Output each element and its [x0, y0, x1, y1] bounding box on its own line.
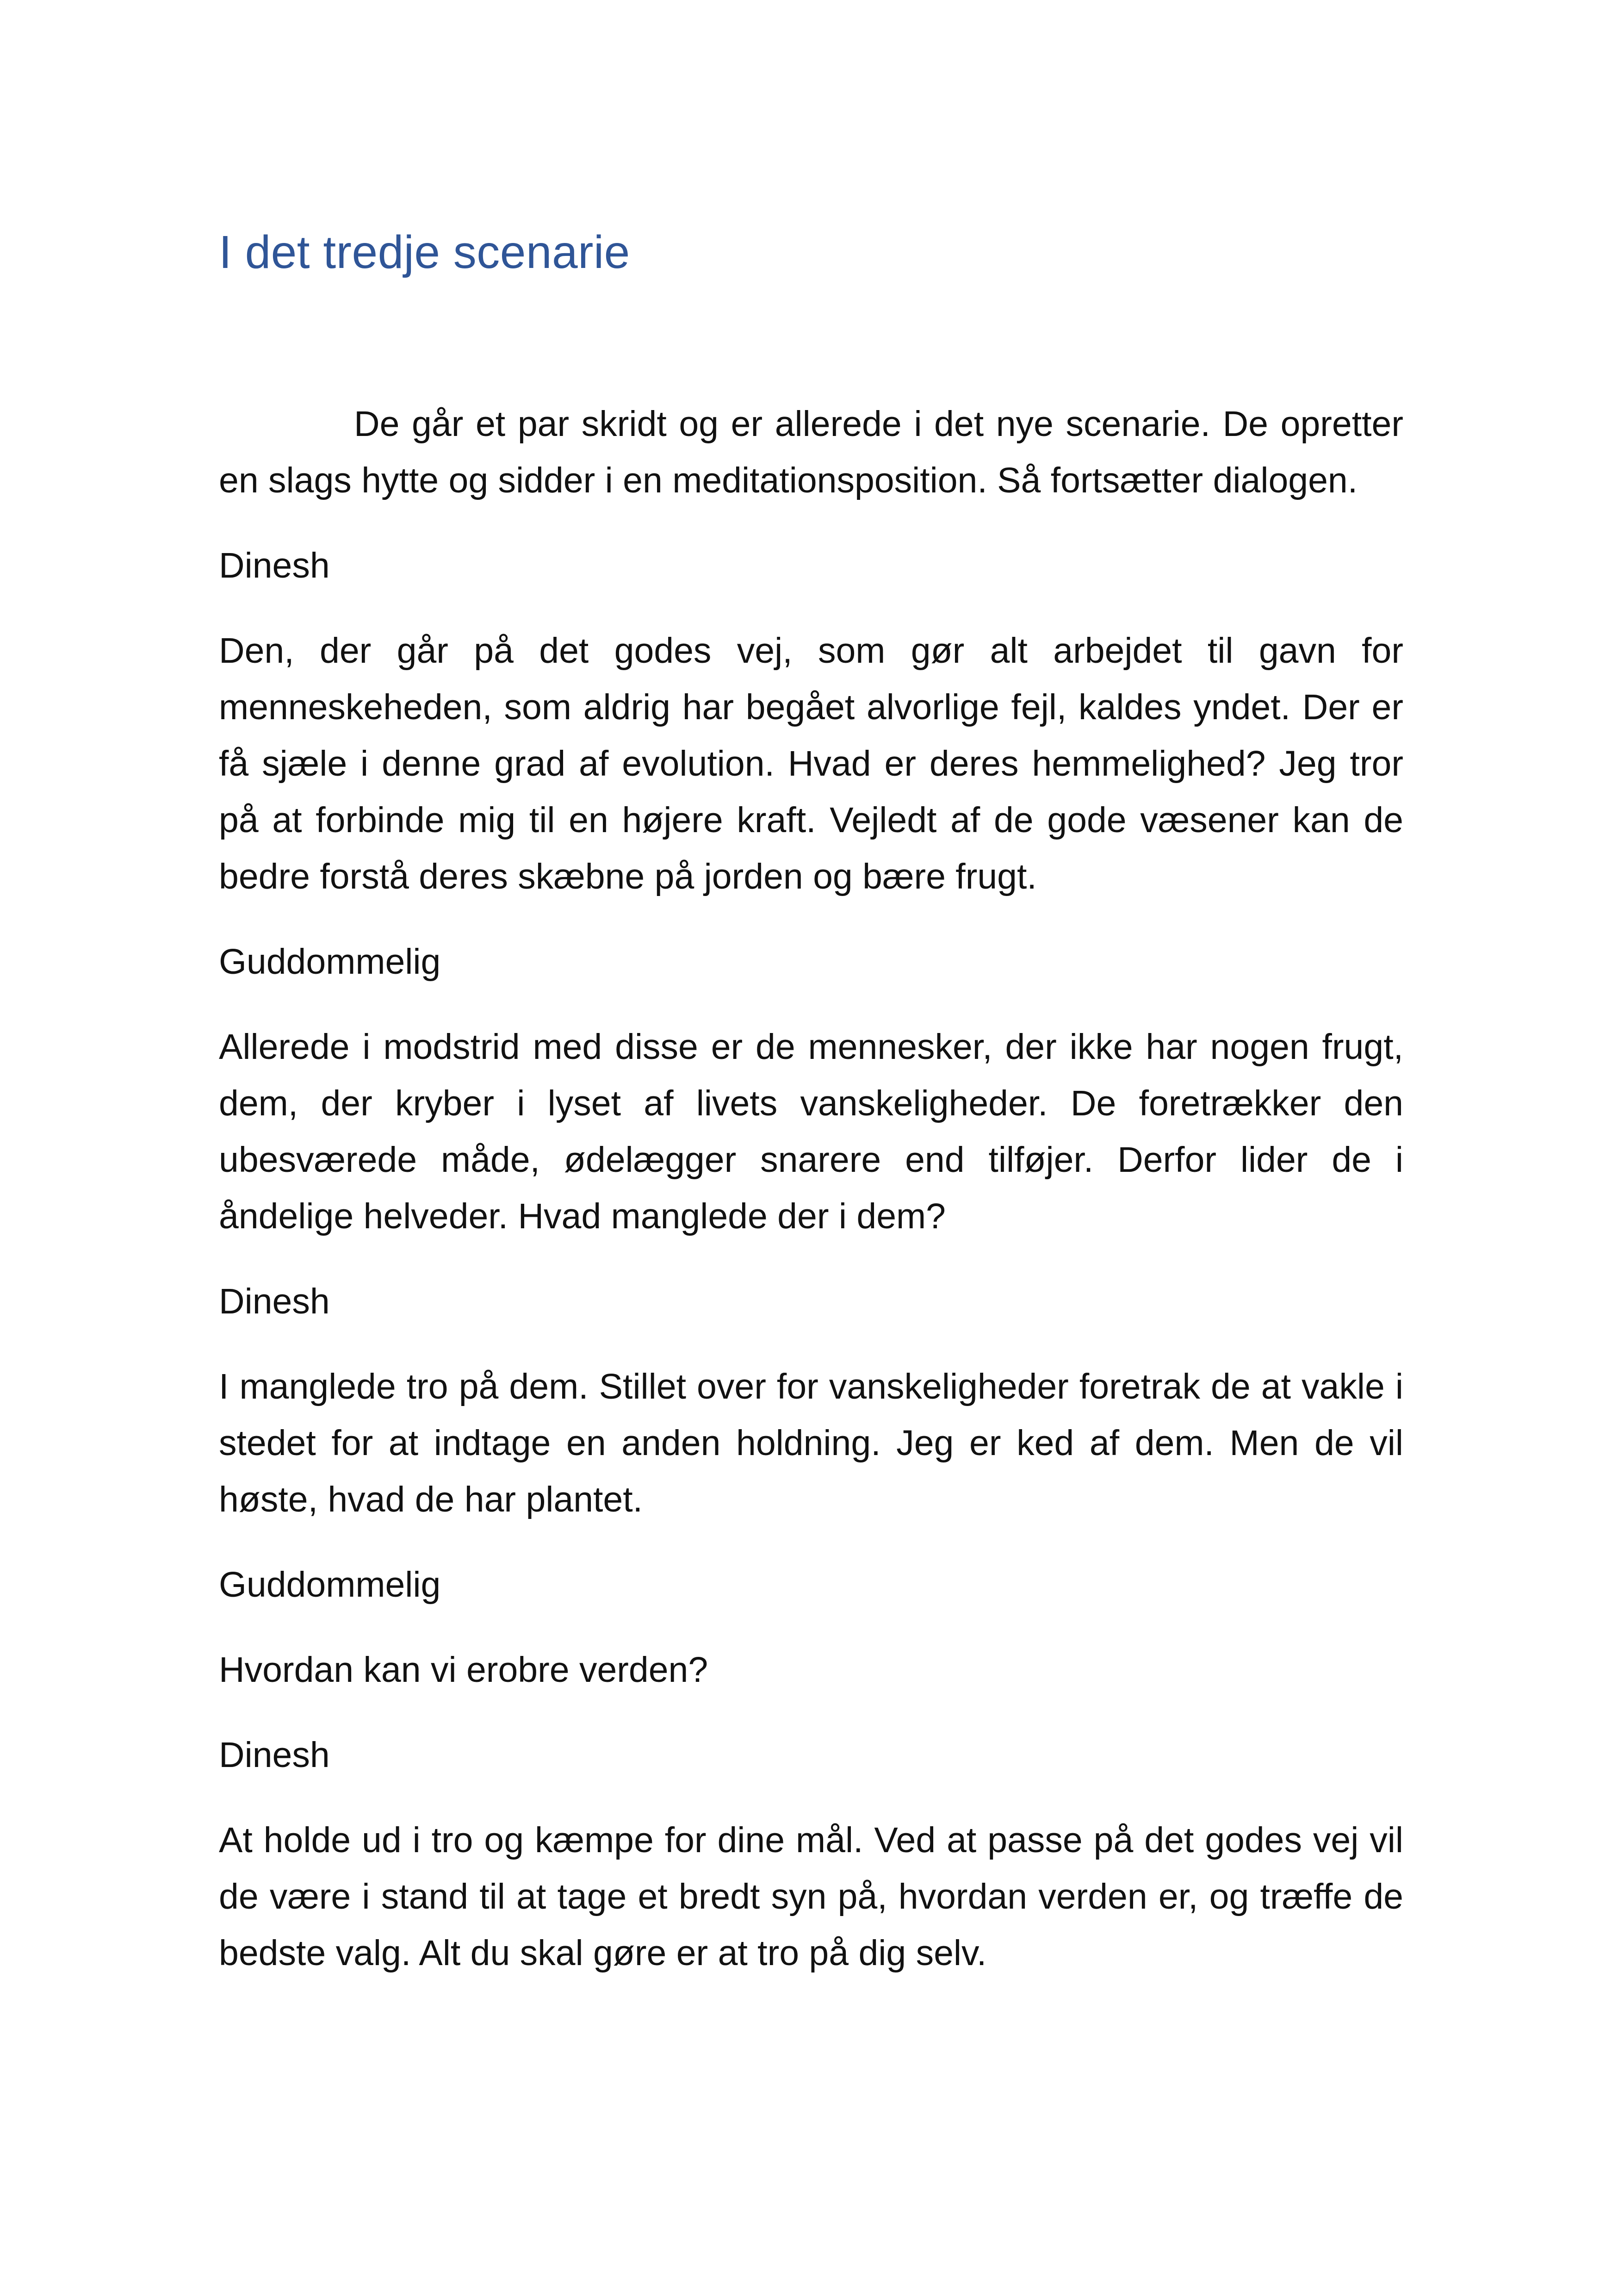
speaker-name: Dinesh: [219, 1735, 330, 1775]
document-body: [219, 218, 1403, 2010]
speaker-name: Guddommelig: [219, 1565, 441, 1605]
speaker-name: Dinesh: [219, 546, 330, 585]
speaker-name: Dinesh: [219, 1282, 330, 1321]
dialogue-paragraph: I manglede tro på dem. Stillet over for vanskeligheder foretrak de at vakle i stedet for at indtage en anden holdning. Jeg er ked af dem. Men de vil høste, hvad de har plantet.: [219, 1367, 1403, 1519]
dialogue-paragraph: Hvordan kan vi erobre verden?: [219, 1650, 708, 1690]
dialogue-paragraph: At holde ud i tro og kæmpe for dine mål. Ved at passe på det godes vej vil de være i stand til at tage et bredt syn på, hvordan verden er, og træffe de bedste valg. Alt du skal gøre er at tro på dig selv.: [219, 1820, 1403, 1973]
dialogue-paragraph: Allerede i modstrid med disse er de mennesker, der ikke har nogen frugt, dem, der kryber i lyset af livets vanskeligheder. De foretrækker den ubesværede måde, ødelægger snarere end tilføjer. Derfor lider de i åndelige helveder. Hvad manglede der i dem?: [219, 1027, 1403, 1236]
section-heading: I det tredje scenarie: [219, 226, 630, 278]
speaker-name: Guddommelig: [219, 942, 441, 982]
narration-paragraph: De går et par skridt og er allerede i det nye scenarie. De opretter en slags hytte og sidder i en meditationsposition. Så fortsætter dialogen.: [219, 404, 1403, 500]
dialogue-paragraph: Den, der går på det godes vej, som gør alt arbejdet til gavn for menneskeheden, som aldrig har begået alvorlige fejl, kaldes yndet. Der er få sjæle i denne grad af evolution. Hvad er deres hemmelighed? Jeg tror på at forbinde mig til en højere kraft. Vejledt af de gode væsener kan de bedre forstå deres skæbne på jorden og bære frugt.: [219, 631, 1403, 896]
